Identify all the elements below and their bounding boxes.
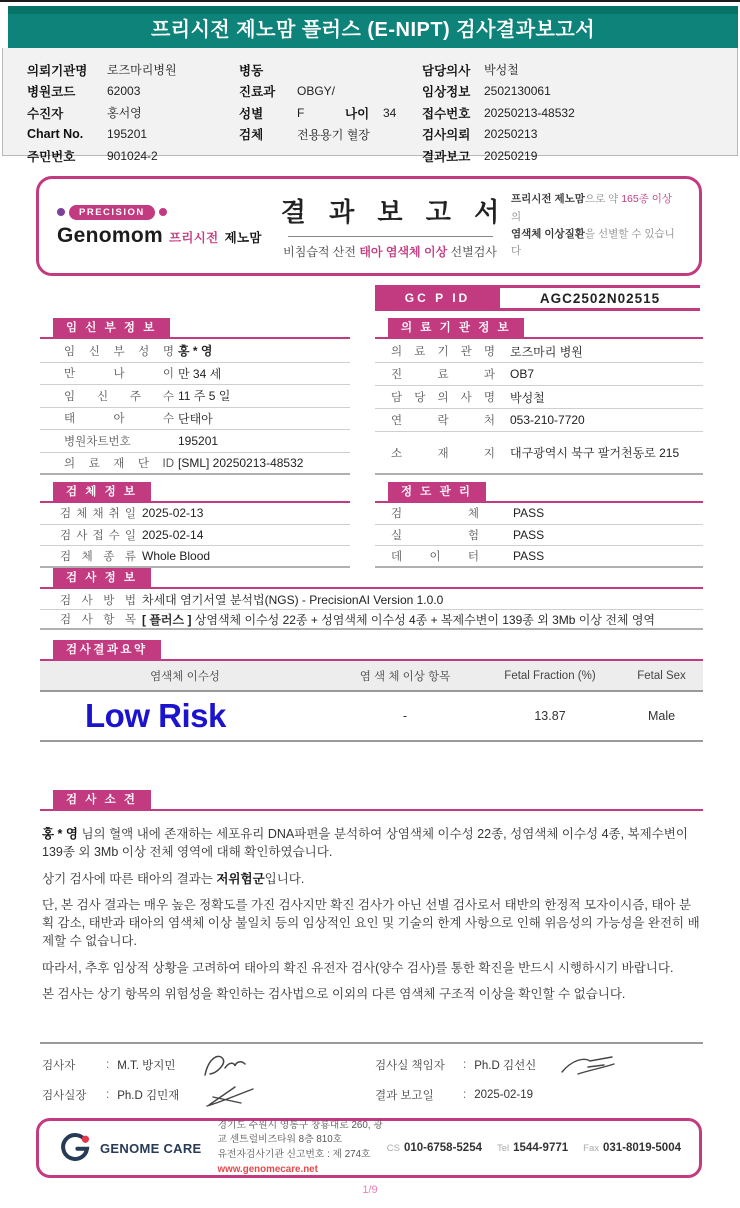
field-label: 병동 bbox=[239, 63, 264, 78]
fetal-fraction-value: 13.87 bbox=[534, 709, 566, 723]
footer-contacts bbox=[387, 1142, 681, 1154]
table-row: 임 신 부 성 명 홍 * 영 bbox=[40, 340, 350, 363]
section-test-info bbox=[40, 568, 703, 627]
precision-badge-label: PRECISION bbox=[69, 205, 155, 220]
header-row bbox=[422, 124, 575, 146]
section-tab: 검 사 소 견 bbox=[53, 790, 151, 811]
field-label: 임상정보 bbox=[422, 85, 471, 100]
field-value: 20250213 bbox=[484, 127, 538, 142]
signature-row: 결과 보고일 : 2025-02-19 bbox=[375, 1089, 534, 1102]
section-quality-control bbox=[375, 482, 703, 563]
findings-body bbox=[42, 826, 703, 1013]
table-row: 의 료 재 단 ID [SML] 20250213-48532 bbox=[40, 453, 350, 476]
field-label: 결과보고 bbox=[422, 149, 471, 164]
title-underline bbox=[288, 236, 493, 237]
header-row bbox=[422, 81, 575, 103]
field-label: 검체 bbox=[239, 128, 264, 143]
header-row bbox=[422, 102, 575, 124]
result-low-risk: Low Risk bbox=[85, 697, 226, 734]
section-tab: 검사결과요약 bbox=[53, 640, 161, 661]
summary-header-row bbox=[40, 661, 703, 692]
header-row bbox=[27, 81, 177, 103]
section-pregnant-info bbox=[40, 318, 350, 470]
field-label: 의뢰기관명 bbox=[27, 63, 88, 78]
findings-paragraph: 따라서, 추후 임상적 상황을 고려하여 태아의 확진 유전자 검사(양수 검사)를 통한 확진을 반드시 시행하시기 바랍니다. bbox=[42, 960, 674, 975]
signature-icon bbox=[197, 1051, 255, 1079]
header-row bbox=[239, 81, 396, 103]
header-row bbox=[422, 145, 575, 167]
report-tagline: 프리시전 제노맘으로 약 165종 이상의 염색체 이상질환을 선별할 수 있습니다 bbox=[511, 193, 675, 258]
section-specimen-info bbox=[40, 482, 350, 563]
page-number: 1/9 bbox=[362, 1184, 378, 1196]
section-tab: 정 도 관 리 bbox=[388, 482, 486, 503]
signature-row: 검사실장 : Ph.D 김민재 bbox=[42, 1080, 259, 1110]
brand-logo-text: Genomom bbox=[57, 223, 163, 247]
field-value: F bbox=[297, 105, 305, 120]
field-value: 2502130061 bbox=[484, 84, 551, 99]
field-value: 62003 bbox=[107, 84, 141, 99]
findings-paragraph: 본 검사는 상기 항목의 위험성을 확인하는 검사법으로 이외의 다른 염색체 구조적 이상을 확인할 수 없습니다. bbox=[42, 987, 626, 1002]
top-divider bbox=[0, 0, 740, 2]
fetal-sex-value: Male bbox=[647, 709, 676, 723]
table-row: 검 사 항 목 [ 플러스 ] 상염색체 이수성 22종 + 성염색체 이수성 4종 + 복제수변이 139종 외 3Mb 이상 전체 영역 bbox=[40, 610, 703, 630]
patient-header bbox=[2, 48, 738, 164]
field-label: 나이 bbox=[345, 106, 370, 121]
badge-dot-left-icon bbox=[57, 208, 65, 216]
table-row: 검 체 채 취 일 2025-02-13 bbox=[40, 503, 350, 525]
signature-block bbox=[40, 1042, 703, 1102]
header-row bbox=[239, 59, 396, 81]
report-date-value: 2025-02-19 bbox=[474, 1089, 534, 1101]
table-row: 검 사 방 법 차세대 염기서열 분석법(NGS) - PrecisionAI Version 1.0.0 bbox=[40, 590, 703, 610]
header-row bbox=[422, 59, 575, 81]
field-label: 진료과 bbox=[239, 85, 276, 100]
table-row: 검 체 PASS bbox=[375, 503, 703, 525]
company-name: GENOME CARE bbox=[100, 1140, 202, 1156]
signature-label: 결과 보고일 bbox=[375, 1090, 434, 1102]
field-value: 34 bbox=[383, 105, 397, 120]
field-label: 검사의뢰 bbox=[422, 128, 471, 143]
report-title: 결 과 보 고 서 bbox=[280, 197, 508, 227]
patient-header-col3 bbox=[422, 59, 575, 167]
table-row: 병원차트번호 195201 bbox=[40, 430, 350, 453]
brand-name bbox=[57, 224, 269, 248]
patient-header-col1 bbox=[27, 59, 177, 167]
header-row bbox=[27, 124, 177, 146]
section-tab: 검 사 정 보 bbox=[53, 568, 151, 589]
table-row: 연 락 처 053-210-7720 bbox=[375, 409, 703, 432]
header-row bbox=[27, 59, 177, 81]
field-value: 박성철 bbox=[484, 63, 519, 78]
qc-table bbox=[375, 503, 703, 568]
section-findings bbox=[40, 790, 703, 1002]
table-row: 검 사 접 수 일 2025-02-14 bbox=[40, 525, 350, 547]
summary-value-row bbox=[40, 692, 703, 742]
field-label: 접수번호 bbox=[422, 106, 471, 121]
findings-paragraph: 홍 * 영 님의 혈액 내에 존재하는 세포유리 DNA파편을 분석하여 상염색체 이수성 22종, 성염색체 이수성 4종, 복제수변이 139종 외 3Mb 이상 전체 영역에 대해 확인하였습니다. bbox=[42, 827, 688, 859]
section-result-summary bbox=[40, 640, 703, 734]
header-row bbox=[27, 102, 177, 124]
signature-col-right bbox=[375, 1050, 620, 1110]
license-line: 유전자검사기관 신고번호 : 제 274호 bbox=[217, 1149, 371, 1160]
brand-kr: 제노맘 bbox=[224, 230, 262, 245]
report-head-box bbox=[36, 176, 702, 276]
table-row: 검 체 종 류 Whole Blood bbox=[40, 546, 350, 568]
fax-contact: Fax 031-8019-5004 bbox=[583, 1142, 681, 1154]
report-subtitle: 비침습적 산전 태아 염색체 이상 선별검사 bbox=[283, 245, 497, 259]
field-value: 195201 bbox=[107, 127, 148, 142]
findings-paragraph: 단, 본 검사 결과는 매우 높은 정확도를 가진 검사지만 확진 검사가 아닌 선별 검사로서 태반의 한정적 모자이시즘, 태아 분획 감소, 태반과 태아의 염색체 이상 불일치 등의 임상적인 요인 및 기술의 한계 사항으로 인해 위음성의 가능성을 완전히 배제할 수 없습니다. bbox=[42, 898, 700, 948]
signature-name: Ph.D 김선신 bbox=[474, 1060, 537, 1072]
table-row: 소 재 지 대구광역시 북구 팔거천동로 215 bbox=[375, 432, 703, 475]
address-line: 경기도 수원시 영통구 창룡대로 260, 광교 센트럴비즈타워 8층 810호 bbox=[217, 1119, 383, 1146]
signature-row: 검사실 책임자 : Ph.D 김선신 bbox=[375, 1050, 620, 1080]
signature-name: Ph.D 김민재 bbox=[117, 1090, 180, 1102]
tel-contact: Tel 1544-9771 bbox=[496, 1142, 569, 1154]
specimen-table bbox=[40, 503, 350, 568]
field-value: 홍서영 bbox=[107, 106, 142, 121]
table-row: 데 이 터 PASS bbox=[375, 546, 703, 568]
field-value: 20250213-48532 bbox=[484, 105, 575, 120]
table-row: 의 료 기 관 명 로즈마리 병원 bbox=[375, 340, 703, 363]
genomecare-logo-icon bbox=[57, 1132, 93, 1164]
signature-label: 검사자 bbox=[42, 1060, 76, 1072]
field-value: 전용용기 혈장 bbox=[297, 127, 370, 142]
genomecare-logo bbox=[57, 1132, 202, 1164]
field-label: 병원코드 bbox=[27, 85, 76, 100]
field-label: 성별 bbox=[239, 106, 264, 121]
summary-header: Fetal Sex bbox=[637, 669, 686, 682]
abnormal-item-value: - bbox=[402, 709, 408, 723]
table-row: 태 아 수 단태아 bbox=[40, 408, 350, 431]
footer-box bbox=[36, 1118, 702, 1178]
signature-label: 검사실장 bbox=[42, 1090, 87, 1102]
website-link: www.genomecare.net bbox=[217, 1163, 318, 1175]
findings-paragraph: 상기 검사에 따른 태아의 결과는 저위험군입니다. bbox=[42, 871, 305, 886]
field-value: 901024-2 bbox=[107, 148, 158, 163]
section-tab: 의 료 기 관 정 보 bbox=[388, 318, 524, 339]
cs-contact: CS 010-6758-5254 bbox=[386, 1142, 482, 1154]
table-row: 실 험 PASS bbox=[375, 525, 703, 547]
table-row: 담 당 의 사 명 박성철 bbox=[375, 386, 703, 409]
field-label: Chart No. bbox=[27, 127, 84, 142]
signature-icon bbox=[558, 1052, 620, 1078]
pregnant-table bbox=[40, 340, 350, 475]
section-tab: 임 신 부 정 보 bbox=[53, 318, 170, 339]
gc-p-id bbox=[375, 285, 700, 311]
header-row bbox=[239, 124, 396, 146]
field-value: OBGY/ bbox=[297, 84, 336, 99]
field-value: 20250219 bbox=[484, 148, 538, 163]
signature-col-left bbox=[42, 1050, 259, 1110]
report-title-block bbox=[269, 192, 511, 260]
brand-kr-accent: 프리시전 bbox=[168, 230, 219, 245]
section-tab: 검 체 정 보 bbox=[53, 482, 151, 503]
test-info-table bbox=[40, 590, 703, 630]
badge-dot-right-icon bbox=[159, 208, 167, 216]
summary-header: 염색체 이수성 bbox=[150, 670, 220, 683]
signature-row: 검사자 : M.T. 방지민 bbox=[42, 1050, 259, 1080]
hospital-table bbox=[375, 340, 703, 475]
field-label: 주민번호 bbox=[27, 149, 76, 164]
genomom-brand bbox=[57, 205, 269, 248]
signature-name: M.T. 방지민 bbox=[117, 1060, 176, 1072]
table-row: 만 나 이 만 34 세 bbox=[40, 363, 350, 386]
footer-address bbox=[218, 1119, 387, 1178]
signature-label: 검사실 책임자 bbox=[375, 1060, 445, 1072]
signature-icon bbox=[201, 1081, 259, 1109]
precision-badge bbox=[57, 205, 269, 220]
gc-p-id-value: AGC2502N02515 bbox=[500, 285, 700, 311]
section-hospital-info bbox=[375, 318, 703, 460]
header-row bbox=[27, 145, 177, 167]
table-row: 임 신 주 수 11 주 5 일 bbox=[40, 385, 350, 408]
summary-header: 염 색 체 이상 항목 bbox=[359, 670, 451, 683]
patient-header-col2 bbox=[239, 59, 396, 145]
page-title: 프리시전 제노맘 플러스 (E-NIPT) 검사결과보고서 bbox=[8, 6, 738, 48]
table-row: 진 료 과 OB7 bbox=[375, 363, 703, 386]
gc-p-id-label: GC P ID bbox=[375, 285, 500, 311]
field-label: 수진자 bbox=[27, 106, 64, 121]
summary-header: Fetal Fraction (%) bbox=[504, 669, 596, 682]
field-value: 로즈마리병원 bbox=[107, 63, 177, 78]
field-label: 담당의사 bbox=[422, 63, 471, 78]
header-row bbox=[239, 102, 396, 124]
